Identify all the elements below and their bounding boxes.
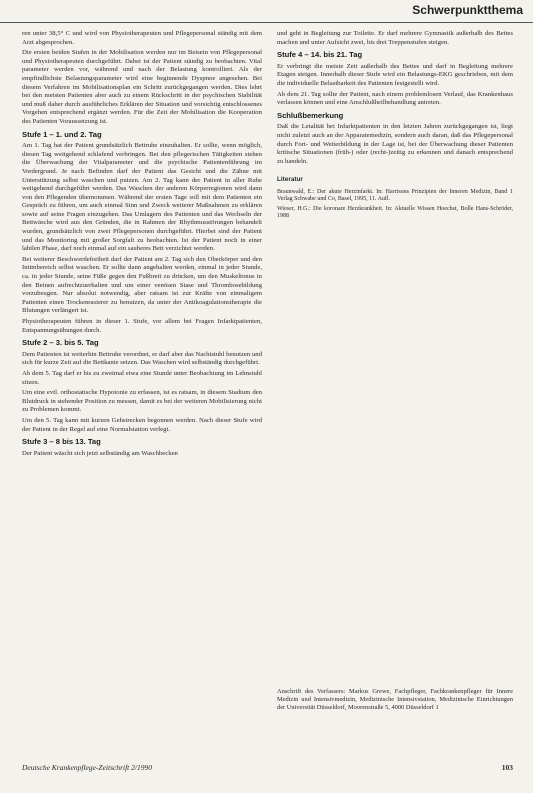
paragraph: und geht in Begleitung zur Toilette. Er darf mehrere Gymnastik außerhalb des Bettes machen und unter Aufsicht zwei, bis drei Treppenstufen steigen. (277, 30, 513, 46)
heading-stufe-4: Stufe 4 – 14. bis 21. Tag (277, 50, 363, 60)
literature-heading: Literatur (277, 176, 303, 184)
paragraph: Daß die Letalität bei Infarktpatienten in den letzten Jahren zurückgegangen ist, liegt nicht zuletzt auch an der Apparatemedizin, sondern auch daran, daß das Pflegepersonal durch Fort- und Weiterbildung in der Lage ist, bei der Überwachung dieser Patienten kritische Situationen (früh-) oder (recht-)zeitig zu erkennen und danach entsprechend zu handeln. (277, 123, 513, 165)
literature-entry: Braunwald, E.: Der akute Herzinfarkt. In: Harrisons Prinzipien der Inneren Medizin, Band 1 Verlag Schwabe und Co, Basel, 1995, 11. Aufl. (277, 188, 513, 203)
paragraph: Ab dem 5. Tag darf er bis zu zweimal etwa eine Stunde unter Beobachtung im Lehnstuhl sitzen. (22, 369, 262, 386)
page-number: 103 (501, 763, 513, 772)
heading-schlussbemerkung: Schlußbemerkung (277, 110, 344, 120)
paragraph: Er verbringt die meiste Zeit außerhalb des Bettes und darf in Begleitung mehrere Etagen steigen. Innerhalb dieser Stufe wird ein Belastungs-EKG geschrieben, mit dem die individuelle Belastbarkeit des Patienten festgestellt wird. (277, 62, 513, 87)
literature-entry: Wieser, H.G.: Die koronare Herzkrankheit. In: Aktuelle Wissen Hoechst, Bolle Hans-Schröder, 1988 (277, 205, 513, 220)
paragraph: ren unter 38,5° C und wird von Physiotherapeuten und Pflegepersonal ständig mit dem Arzt abgesprochen. (22, 30, 262, 46)
paragraph: Um eine evtl. orthostatische Hypotonie zu erfassen, ist es ratsam, in diesem Stadium den Blutdruck in stehender Position zu messen, damit es bei der weiteren Mobilisierung nicht zu Problemen kommt. (22, 389, 262, 414)
paragraph: Physiotherapeuten führen in dieser 1. Stufe, vor allem bei Fragen Infarktpatienten, Entspannungsübungen durch. (22, 318, 262, 334)
left-column (22, 30, 262, 460)
journal-name: Deutsche Krankenpflege-Zeitschrift 2/1990 (22, 763, 152, 772)
paragraph: Der Patient wäscht sich jetzt selbständig am Waschbecken (22, 449, 178, 457)
paragraph: Ab dem 21. Tag sollte der Patient, nach einem problemlosen Verlauf, das Krankenhaus verlassen können und eine Anschlußheilbehandlung antreten. (277, 90, 513, 107)
paragraph: Am 1. Tag hat der Patient grundsätzlich Bettruhe einzuhalten. Er sollte, wenn möglich, diesen Tag weitgehend schlafend verbringen. Bei den pflegerischen Tätigkeiten stehen die Überwachung der Vitalparameter und die psychische Patientenführung im Vordergrund. Je nach Befinden darf der Patient das Gesicht und die Zähne mit Unterstützung selbst waschen und putzen. Am 2. Tag kann der Patient in aller Ruhe weitgehend durchgeführt werden. Das Waschen der anderen Körperregionen wird dann von den Pflegenden übernommen. Während der ersten Tage soll mit dem Patienten ein Gespräch zu führen, um auch einmal Sinn und Zweck weiterer Maßnahmen zu erklären sowie auf seine Fragen einzugehen. Das Umlagern des Patienten und das Wechseln der Bettwäsche wird aus den Gründen, die in Rahmen der Rhythmusstörungen behandelt wurden, grundsätzlich von zwei Pflegepersonen durchgeführt. Hierbei sind der Patient und das Monitoring mit großer Sorgfalt zu beobachten. Ist der Patient noch in einer labilen Phase, darf noch einmal auf ein sauberes Bett verzichtet werden. (22, 142, 262, 253)
paragraph: Die ersten beiden Stufen in der Mobilisation werden nur im Beisein von Pflegepersonal und Physiotherapeuten durchgeführt. Dabei ist der Patient ständig zu beobachten. Vital parameter werden vor, während und nach der Belastung kontrolliert. Als der empfindlichste Belastungsparameter wird eine beginnende Dyspnoe angesehen. Bei diesem Verfahren im Mobilisationsplan ein Schritt zurückgegangen werden. Dies lehrt bei den meisten Patienten aber auch zu einem Rückschritt in der psychischen Stabilität und muß daher durch ausführliches Erklären der Situation und vorsichtig entschlossenes Vorgehen entsprechend ergänzt werden. Für die Zeit der Mobilisation die Kooperation des Patienten Voraussetzung ist. (22, 49, 262, 125)
author-address: Anschrift des Verfassers: Markus Grewe, Fachpfleger, Fachkrankenpfleger für Innere Medizin und Intensivmedizin, Medizinische Intensivstation, Medizinische Einrichtungen der Universität Düsseldorf, Moorenstraße 5, 4000 Düsseldorf 1 (277, 688, 513, 711)
paragraph: Dem Patienten ist weiterhin Bettruhe verordnet, er darf aber das Nachtstuhl benutzen und sich für kurze Zeit auf die Bettkante setzen. Das Waschen wird selbständig durchgeführt. (22, 350, 262, 367)
paragraph: Um den 5. Tag kann mit kurzen Gehstrecken begonnen werden. Nach dieser Stufe wird der Patient in der Regel auf eine Normalstation verlegt. (22, 416, 262, 433)
section-title: Schwerpunktthema (412, 3, 523, 17)
header-bar (0, 0, 533, 23)
paragraph: Bei weiterer Beschwerdefreiheit darf der Patient am 2. Tag sich den Oberkörper und den Intimbereich selbst waschen. Er sollte dann angehalten werden, einmal in jeder Stunde, ca. in jeder Stunde, seine Füße gegen den Fußbrett zu drücken, um den Muskeltonus in den Beinen aufrechtzuerhalten und um einer venösen Stase und Thrombosebildung vorzubeugen. Nur absolut notwendig, aber ratsam ist zur Kräfte von einmaligem Patienten einen Trockenrasierer zu benutzen, da unter der Antikoagulationstherapie die Blutungen verlängert ist. (22, 255, 262, 315)
heading-stufe-2: Stufe 2 – 3. bis 5. Tag (22, 338, 99, 348)
heading-stufe-3: Stufe 3 – 8 bis 13. Tag (22, 437, 101, 447)
right-column (277, 30, 513, 223)
heading-stufe-1: Stufe 1 – 1. und 2. Tag (22, 129, 102, 139)
